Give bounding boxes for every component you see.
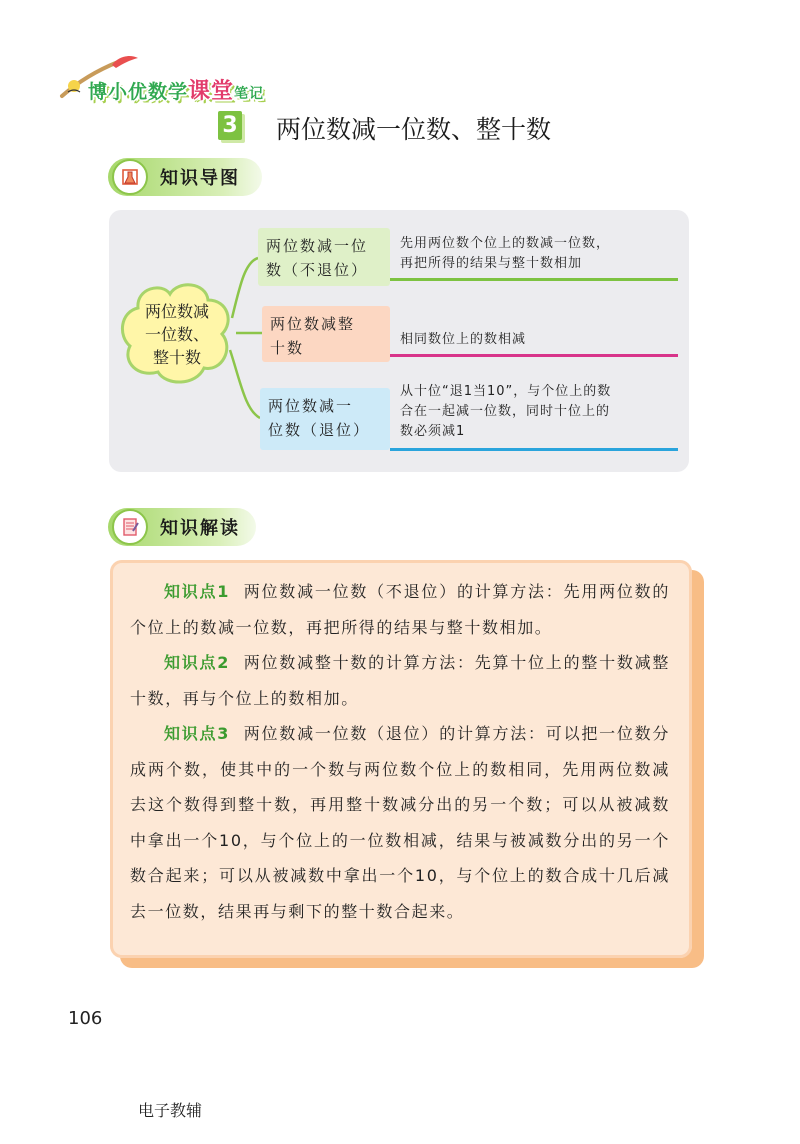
knowledge-tag: 知识点2 — [164, 653, 231, 672]
section-header-knowledge-reading — [108, 508, 256, 546]
branch-no-borrow: 两位数减一位 数（不退位） — [258, 228, 390, 286]
lesson-number-badge: 3 — [218, 111, 242, 140]
lesson-title: 两位数减一位数、整十数 — [276, 115, 552, 144]
knowledge-point-1: 知识点1 两位数减一位数（不退位）的计算方法：先用两位数的个位上的数减一位数，再把所得的结果与整十数相加。 — [130, 582, 671, 637]
branch-no-borrow-desc: 先用两位数个位上的数减一位数， 再把所得的结果与整十数相加 — [400, 236, 611, 271]
branch-minus-tens-desc: 相同数位上的数相减 — [400, 332, 527, 347]
knowledge-tag: 知识点1 — [164, 582, 231, 601]
branch-with-borrow-underline — [390, 448, 678, 451]
footer-text: 电子教辅 — [138, 1101, 203, 1120]
section-label: 知识解读 — [160, 518, 240, 539]
branch-minus-tens-underline — [390, 354, 678, 357]
brand-title: 博小优数学课堂笔记 — [88, 79, 265, 104]
branch-with-borrow: 两位数减一 位数（退位） — [260, 388, 390, 450]
branch-minus-tens: 两位数减整 十数 — [262, 306, 390, 362]
section-label: 知识导图 — [160, 168, 240, 189]
branch-with-borrow-desc: 从十位“退1当10”，与个位上的数 合在一起减一位数，同时十位上的 数必须减1 — [400, 384, 612, 439]
branch-no-borrow-underline — [390, 278, 678, 281]
notebook-icon — [112, 509, 148, 545]
knowledge-point-3: 知识点3 两位数减一位数（退位）的计算方法：可以把一位数分成两个数，使其中的一个数与两位数个位上的数相同，先用两位数减去这个数得到整十数，再用整十数减分出的另一个数；可以从被减数中拿出一个10，与个位上的一位数相减，结果与被减数分出的另一个数合起来；可以从被减数中拿出一个10，与个位上的数合成十几后减去一位数，结果再与剩下的整十数合起来。 — [130, 724, 671, 921]
mind-map-center-text: 两位数减 一位数、 整十数 — [144, 302, 209, 367]
knowledge-tag: 知识点3 — [164, 724, 231, 743]
knowledge-point-2: 知识点2 两位数减整十数的计算方法：先算十位上的整十数减整十数，再与个位上的数相加。 — [130, 653, 671, 708]
page-number: 106 — [68, 1008, 103, 1029]
